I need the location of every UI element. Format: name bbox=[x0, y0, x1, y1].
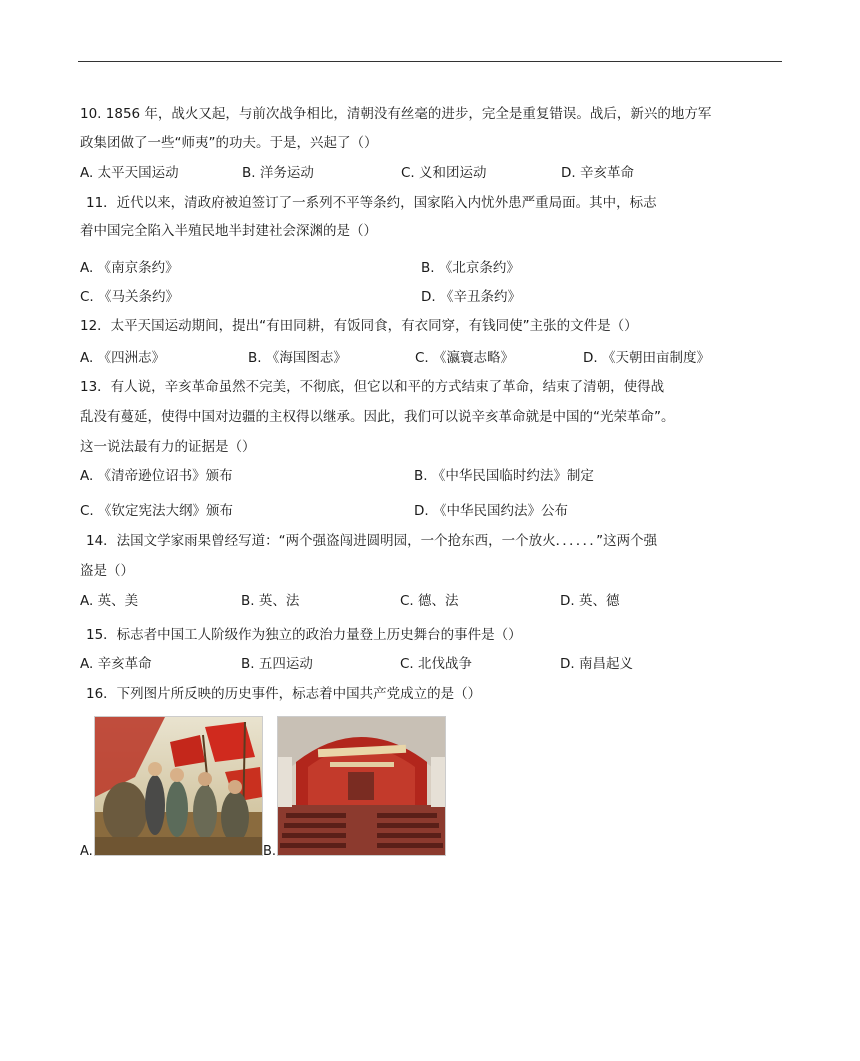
q12-option-d[interactable]: D. 《天朝田亩制度》 bbox=[583, 350, 710, 366]
q15-option-d[interactable]: D. 南昌起义 bbox=[560, 656, 633, 672]
header-rule bbox=[78, 61, 782, 62]
q14-option-a[interactable]: A. 英、美 bbox=[80, 593, 139, 609]
q15-option-a[interactable]: A. 辛亥革命 bbox=[80, 656, 152, 672]
q16-stem-line1: 16．下列图片所反映的历史事件，标志着中国共产党成立的是（） bbox=[86, 686, 482, 702]
q15-stem-line1: 15．标志者中国工人阶级作为独立的政治力量登上历史舞台的事件是（） bbox=[86, 627, 522, 643]
q12-stem-line1: 12．太平天国运动期间，提出“有田同耕，有饭同食，有衣同穿，有钱同使”主张的文件是（） bbox=[80, 318, 638, 334]
q14-option-d[interactable]: D. 英、德 bbox=[560, 593, 620, 609]
q13-option-d[interactable]: D. 《中华民国约法》公布 bbox=[414, 503, 568, 519]
q13-stem-line3: 这一说法最有力的证据是（） bbox=[80, 439, 256, 455]
q10-option-b[interactable]: B. 洋务运动 bbox=[242, 165, 314, 181]
q11-stem-line2: 着中国完全陷入半殖民地半封建社会深渊的是（） bbox=[80, 223, 377, 239]
q15-option-c[interactable]: C. 北伐战争 bbox=[400, 656, 473, 672]
q11-option-a[interactable]: A. 《南京条约》 bbox=[80, 260, 179, 276]
q12-option-c[interactable]: C. 《瀛寰志略》 bbox=[415, 350, 515, 366]
q11-option-d[interactable]: D. 《辛丑条约》 bbox=[421, 289, 521, 305]
q10-stem-line1: 10. 1856 年，战火又起，与前次战争相比，清朝没有丝毫的进步，完全是重复错误。战后，新兴的地方军 bbox=[80, 106, 712, 122]
q10-option-c[interactable]: C. 义和团运动 bbox=[401, 165, 487, 181]
q10-option-d[interactable]: D. 辛亥革命 bbox=[561, 165, 634, 181]
q13-option-a[interactable]: A. 《清帝逊位诏书》颁布 bbox=[80, 468, 233, 484]
q15-option-b[interactable]: B. 五四运动 bbox=[241, 656, 313, 672]
q13-stem-line1: 13．有人说，辛亥革命虽然不完美，不彻底，但它以和平的方式结束了革命，结束了清朝，使得战 bbox=[80, 379, 665, 395]
q10-stem-line2: 政集团做了一些“师夷”的功夫。于是，兴起了（） bbox=[80, 135, 378, 151]
q11-option-b[interactable]: B. 《北京条约》 bbox=[421, 260, 520, 276]
q11-stem-line1: 11．近代以来，清政府被迫签订了一系列不平等条约，国家陷入内忧外患严重局面。其中，标志 bbox=[86, 195, 657, 211]
q14-option-b[interactable]: B. 英、法 bbox=[241, 593, 300, 609]
q16-option-a-label[interactable]: A. bbox=[80, 844, 93, 859]
q11-option-c[interactable]: C. 《马关条约》 bbox=[80, 289, 180, 305]
q13-option-b[interactable]: B. 《中华民国临时约法》制定 bbox=[414, 468, 594, 484]
q12-option-a[interactable]: A. 《四洲志》 bbox=[80, 350, 166, 366]
q16-option-b-image[interactable] bbox=[277, 716, 446, 856]
q12-option-b[interactable]: B. 《海国图志》 bbox=[248, 350, 347, 366]
q16-option-a-image[interactable] bbox=[94, 716, 263, 856]
q13-option-c[interactable]: C. 《钦定宪法大纲》颁布 bbox=[80, 503, 234, 519]
q16-option-b-label[interactable]: B. bbox=[263, 844, 277, 859]
q14-stem-line1: 14．法国文学家雨果曾经写道：“两个强盗闯进圆明园，一个抢东西，一个放火．．．．．．”这两个强 bbox=[86, 533, 658, 549]
q10-option-a[interactable]: A. 太平天国运动 bbox=[80, 165, 179, 181]
painting-illustration bbox=[95, 717, 262, 855]
q14-option-c[interactable]: C. 德、法 bbox=[400, 593, 459, 609]
q13-stem-line2: 乱没有蔓延，使得中国对边疆的主权得以继承。因此，我们可以说辛亥革命就是中国的“光荣革命”。 bbox=[80, 409, 675, 425]
q14-stem-line2: 盗是（） bbox=[80, 563, 134, 579]
meeting-hall-photo bbox=[278, 717, 445, 855]
